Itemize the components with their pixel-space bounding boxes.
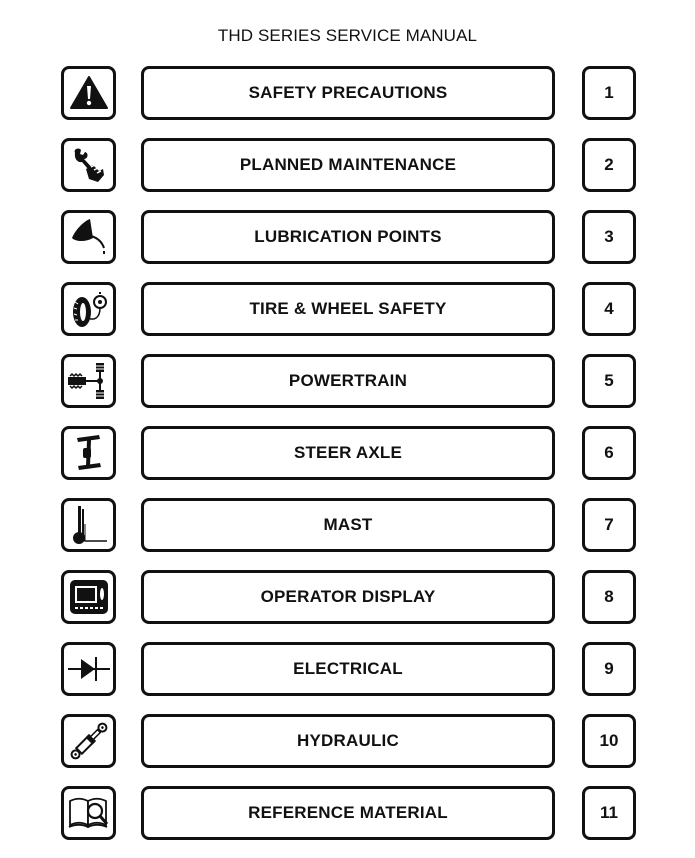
hydraulic-cylinder-icon <box>67 719 111 763</box>
section-label: TIRE & WHEEL SAFETY <box>249 299 447 318</box>
section-number-10[interactable] <box>582 714 636 768</box>
section-link-lubrication-points[interactable] <box>141 210 555 264</box>
section-number-3[interactable] <box>582 210 636 264</box>
wrench-hand-icon <box>69 145 109 185</box>
section-label: MAST <box>323 515 373 534</box>
section-icon-box <box>61 642 116 696</box>
section-number-2[interactable] <box>582 138 636 192</box>
section-link-powertrain[interactable] <box>141 354 555 408</box>
section-icon-box <box>61 570 116 624</box>
section-icon-box <box>61 498 116 552</box>
section-row-reference-material <box>0 786 695 840</box>
section-icon-box <box>61 138 116 192</box>
section-row-mast <box>0 498 695 552</box>
section-row-planned-maintenance <box>0 138 695 192</box>
steer-axle-icon <box>69 432 109 474</box>
section-link-tire-wheel-safety[interactable] <box>141 282 555 336</box>
section-label: OPERATOR DISPLAY <box>260 587 436 606</box>
section-number: 6 <box>604 443 614 462</box>
section-label: POWERTRAIN <box>288 371 408 390</box>
section-link-steer-axle[interactable] <box>141 426 555 480</box>
section-row-lubrication-points <box>0 210 695 264</box>
section-label: PLANNED MAINTENANCE <box>239 155 457 174</box>
section-icon-box <box>61 426 116 480</box>
tire-pressure-gauge-icon <box>68 288 110 330</box>
section-number: 7 <box>604 515 614 534</box>
section-number-6[interactable] <box>582 426 636 480</box>
diode-icon <box>67 654 111 684</box>
section-row-electrical <box>0 642 695 696</box>
section-label: STEER AXLE <box>293 443 403 462</box>
book-magnifier-icon <box>67 793 111 833</box>
section-number: 11 <box>600 803 618 822</box>
section-number: 1 <box>604 83 614 102</box>
section-row-hydraulic <box>0 714 695 768</box>
section-number: 10 <box>599 731 619 750</box>
section-label: HYDRAULIC <box>297 731 399 750</box>
section-number: 5 <box>604 371 614 390</box>
oil-can-icon <box>68 216 110 258</box>
section-link-operator-display[interactable] <box>141 570 555 624</box>
section-link-planned-maintenance[interactable] <box>141 138 555 192</box>
section-icon-box <box>61 354 116 408</box>
section-number-5[interactable] <box>582 354 636 408</box>
section-number: 4 <box>604 299 614 318</box>
section-link-hydraulic[interactable] <box>141 714 555 768</box>
mast-icon <box>69 504 109 546</box>
display-screen-icon <box>68 577 110 617</box>
section-number: 3 <box>604 227 614 246</box>
section-icon-box <box>61 714 116 768</box>
section-number-7[interactable] <box>582 498 636 552</box>
section-row-steer-axle <box>0 426 695 480</box>
section-label: ELECTRICAL <box>293 659 403 678</box>
section-row-powertrain <box>0 354 695 408</box>
section-number-8[interactable] <box>582 570 636 624</box>
section-label: LUBRICATION POINTS <box>254 227 442 246</box>
section-row-safety-precautions <box>0 66 695 120</box>
section-number-1[interactable] <box>582 66 636 120</box>
section-number-11[interactable] <box>582 786 636 840</box>
section-link-electrical[interactable] <box>141 642 555 696</box>
section-number-4[interactable] <box>582 282 636 336</box>
section-icon-box <box>61 786 116 840</box>
section-icon-box <box>61 66 116 120</box>
section-number: 9 <box>604 659 614 678</box>
warning-triangle-icon <box>69 75 109 111</box>
section-label: SAFETY PRECAUTIONS <box>248 83 448 102</box>
section-label: REFERENCE MATERIAL <box>248 803 448 822</box>
section-icon-box <box>61 210 116 264</box>
section-number-9[interactable] <box>582 642 636 696</box>
section-link-reference-material[interactable] <box>141 786 555 840</box>
section-link-mast[interactable] <box>141 498 555 552</box>
section-link-safety-precautions[interactable] <box>141 66 555 120</box>
section-row-operator-display <box>0 570 695 624</box>
section-icon-box <box>61 282 116 336</box>
section-row-tire-wheel-safety <box>0 282 695 336</box>
powertrain-icon <box>66 361 112 401</box>
section-number: 2 <box>604 155 614 174</box>
page-title: THD SERIES SERVICE MANUAL <box>217 26 478 45</box>
section-number: 8 <box>604 587 614 606</box>
